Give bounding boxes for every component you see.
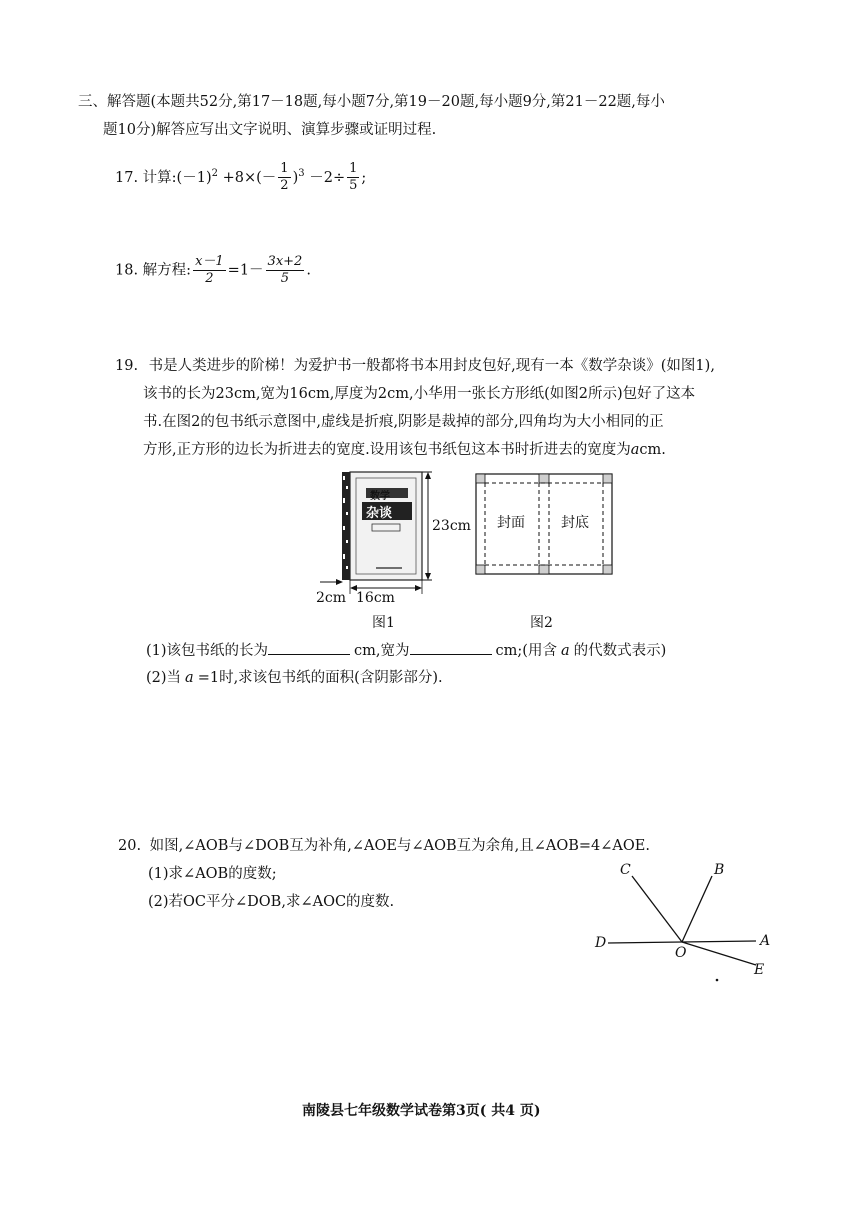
q20-number: 20. [118, 838, 142, 854]
q19-part2-b: =1时,求该包书纸的面积(含阴影部分). [197, 670, 443, 686]
q17-number: 17. [115, 169, 139, 186]
q19-text-line2: 该书的长为23cm,宽为16cm,厚度为2cm,小华用一张长方形纸(如图2所示)包好了这本 [143, 386, 696, 402]
q19-part1-var: a [560, 643, 570, 659]
fig1-caption: 图1 [372, 615, 395, 631]
point-O-label: O [675, 945, 687, 961]
q19-part1-a: (1)该包书纸的长为 [146, 643, 269, 659]
q20-part1: (1)求∠AOB的度数; [148, 866, 277, 882]
q19-length-blank[interactable] [268, 640, 350, 655]
q19-width-blank[interactable] [410, 640, 492, 655]
q19-text-line1: 书是人类进步的阶梯！为爱护书一般都将书本用封皮包好,现有一本《数学杂谈》(如图1), [148, 358, 715, 374]
q17-exp2: 3 [298, 168, 305, 179]
q17-mid2: －2÷ [309, 169, 346, 186]
question-19-line1 [115, 356, 715, 376]
fig2-caption: 图2 [530, 615, 553, 631]
fig1-height-label: 23cm [432, 518, 471, 534]
q19-part1-d: 的代数式表示) [573, 643, 667, 659]
q18-mid: =1－ [227, 262, 264, 279]
point-A-label: A [760, 933, 771, 949]
q18-number: 18. [115, 262, 139, 279]
point-D-label: D [595, 935, 607, 951]
q18-lead: 解方程: [142, 262, 192, 279]
ray-OC [632, 876, 682, 942]
page-footer: 南陵县七年级数学试卷第3页( 共4 页) [302, 1103, 541, 1119]
q17-frac1-num: 1 [280, 161, 289, 177]
q18-frac1-den: 2 [205, 271, 214, 286]
q18-fraction-1 [193, 254, 226, 287]
fig2-front-label: 封面 [497, 515, 525, 531]
q19-part1-b: cm,宽为 [354, 643, 410, 659]
q17-paren: ) [292, 169, 299, 186]
ray-OB [682, 876, 712, 942]
q19-part1 [146, 640, 666, 661]
figure-1-book [310, 468, 480, 608]
q17-frac2-num: 1 [349, 161, 358, 177]
q19-line4-text: 方形,正方形的边长为折进去的宽度.设用该包书纸包这本书时折进去的宽度为 [143, 442, 631, 458]
question-20 [118, 836, 650, 856]
q19-text-line4 [143, 440, 666, 460]
section-heading-line1: 三、解答题(本题共52分,第17－18题,每小题7分,第19－20题,每小题9分,第21－22题,每小 [78, 94, 665, 110]
q19-part2-var: a [185, 670, 194, 686]
q20-part2: (2)若OC平分∠DOB,求∠AOC的度数. [148, 894, 395, 910]
book-title-small: 数学 [370, 491, 390, 502]
q17-exp1: 2 [211, 168, 218, 179]
q17-frac2-den: 5 [349, 178, 358, 194]
book-title-big: 杂谈 [366, 506, 393, 521]
q19-line4-var: a [630, 442, 640, 458]
q19-text-line3: 书.在图2的包书纸示意图中,虚线是折痕,阴影是裁掉的部分,四角均为大小相同的正 [143, 414, 664, 430]
q17-fraction-2 [347, 161, 359, 194]
q19-part2-a: (2)当 [146, 670, 182, 686]
point-E-label: E [754, 962, 765, 978]
q19-part2 [146, 668, 443, 688]
q20-text-line1: 如图,∠AOB与∠DOB互为补角,∠AOE与∠AOB互为余角,且∠AOB=4∠AOE. [149, 838, 650, 854]
q18-frac2-den: 5 [280, 271, 290, 286]
q18-fraction-2 [266, 254, 305, 287]
q17-fraction-1 [278, 161, 290, 194]
fig1-thickness-label: 2cm [316, 590, 347, 606]
q18-frac2-num: 3x+2 [267, 254, 303, 269]
question-17 [115, 158, 366, 194]
question-18 [115, 254, 311, 287]
ray-OE [682, 942, 756, 965]
fig2-back-label: 封底 [561, 515, 589, 531]
q17-mid: +8×(－ [222, 169, 277, 186]
q18-tail: . [306, 262, 311, 279]
point-B-label: B [714, 862, 725, 878]
q20-angle-diagram [590, 860, 780, 990]
q19-part1-c: cm;(用含 [495, 643, 557, 659]
q19-number: 19. [115, 358, 139, 374]
q17-lead: 计算:(－1) [142, 169, 212, 186]
q18-frac1-num: x－1 [195, 254, 224, 269]
section-heading-line2: 题10分)解答应写出文字说明、演算步骤或证明过程. [103, 122, 437, 138]
q17-tail: ; [361, 169, 367, 186]
q17-frac1-den: 2 [280, 178, 289, 194]
q19-line4-unit: cm. [639, 442, 666, 458]
figure-2-wrapping-paper [472, 472, 617, 577]
point-C-label: C [620, 862, 631, 878]
fig1-width-label: 16cm [356, 590, 395, 606]
